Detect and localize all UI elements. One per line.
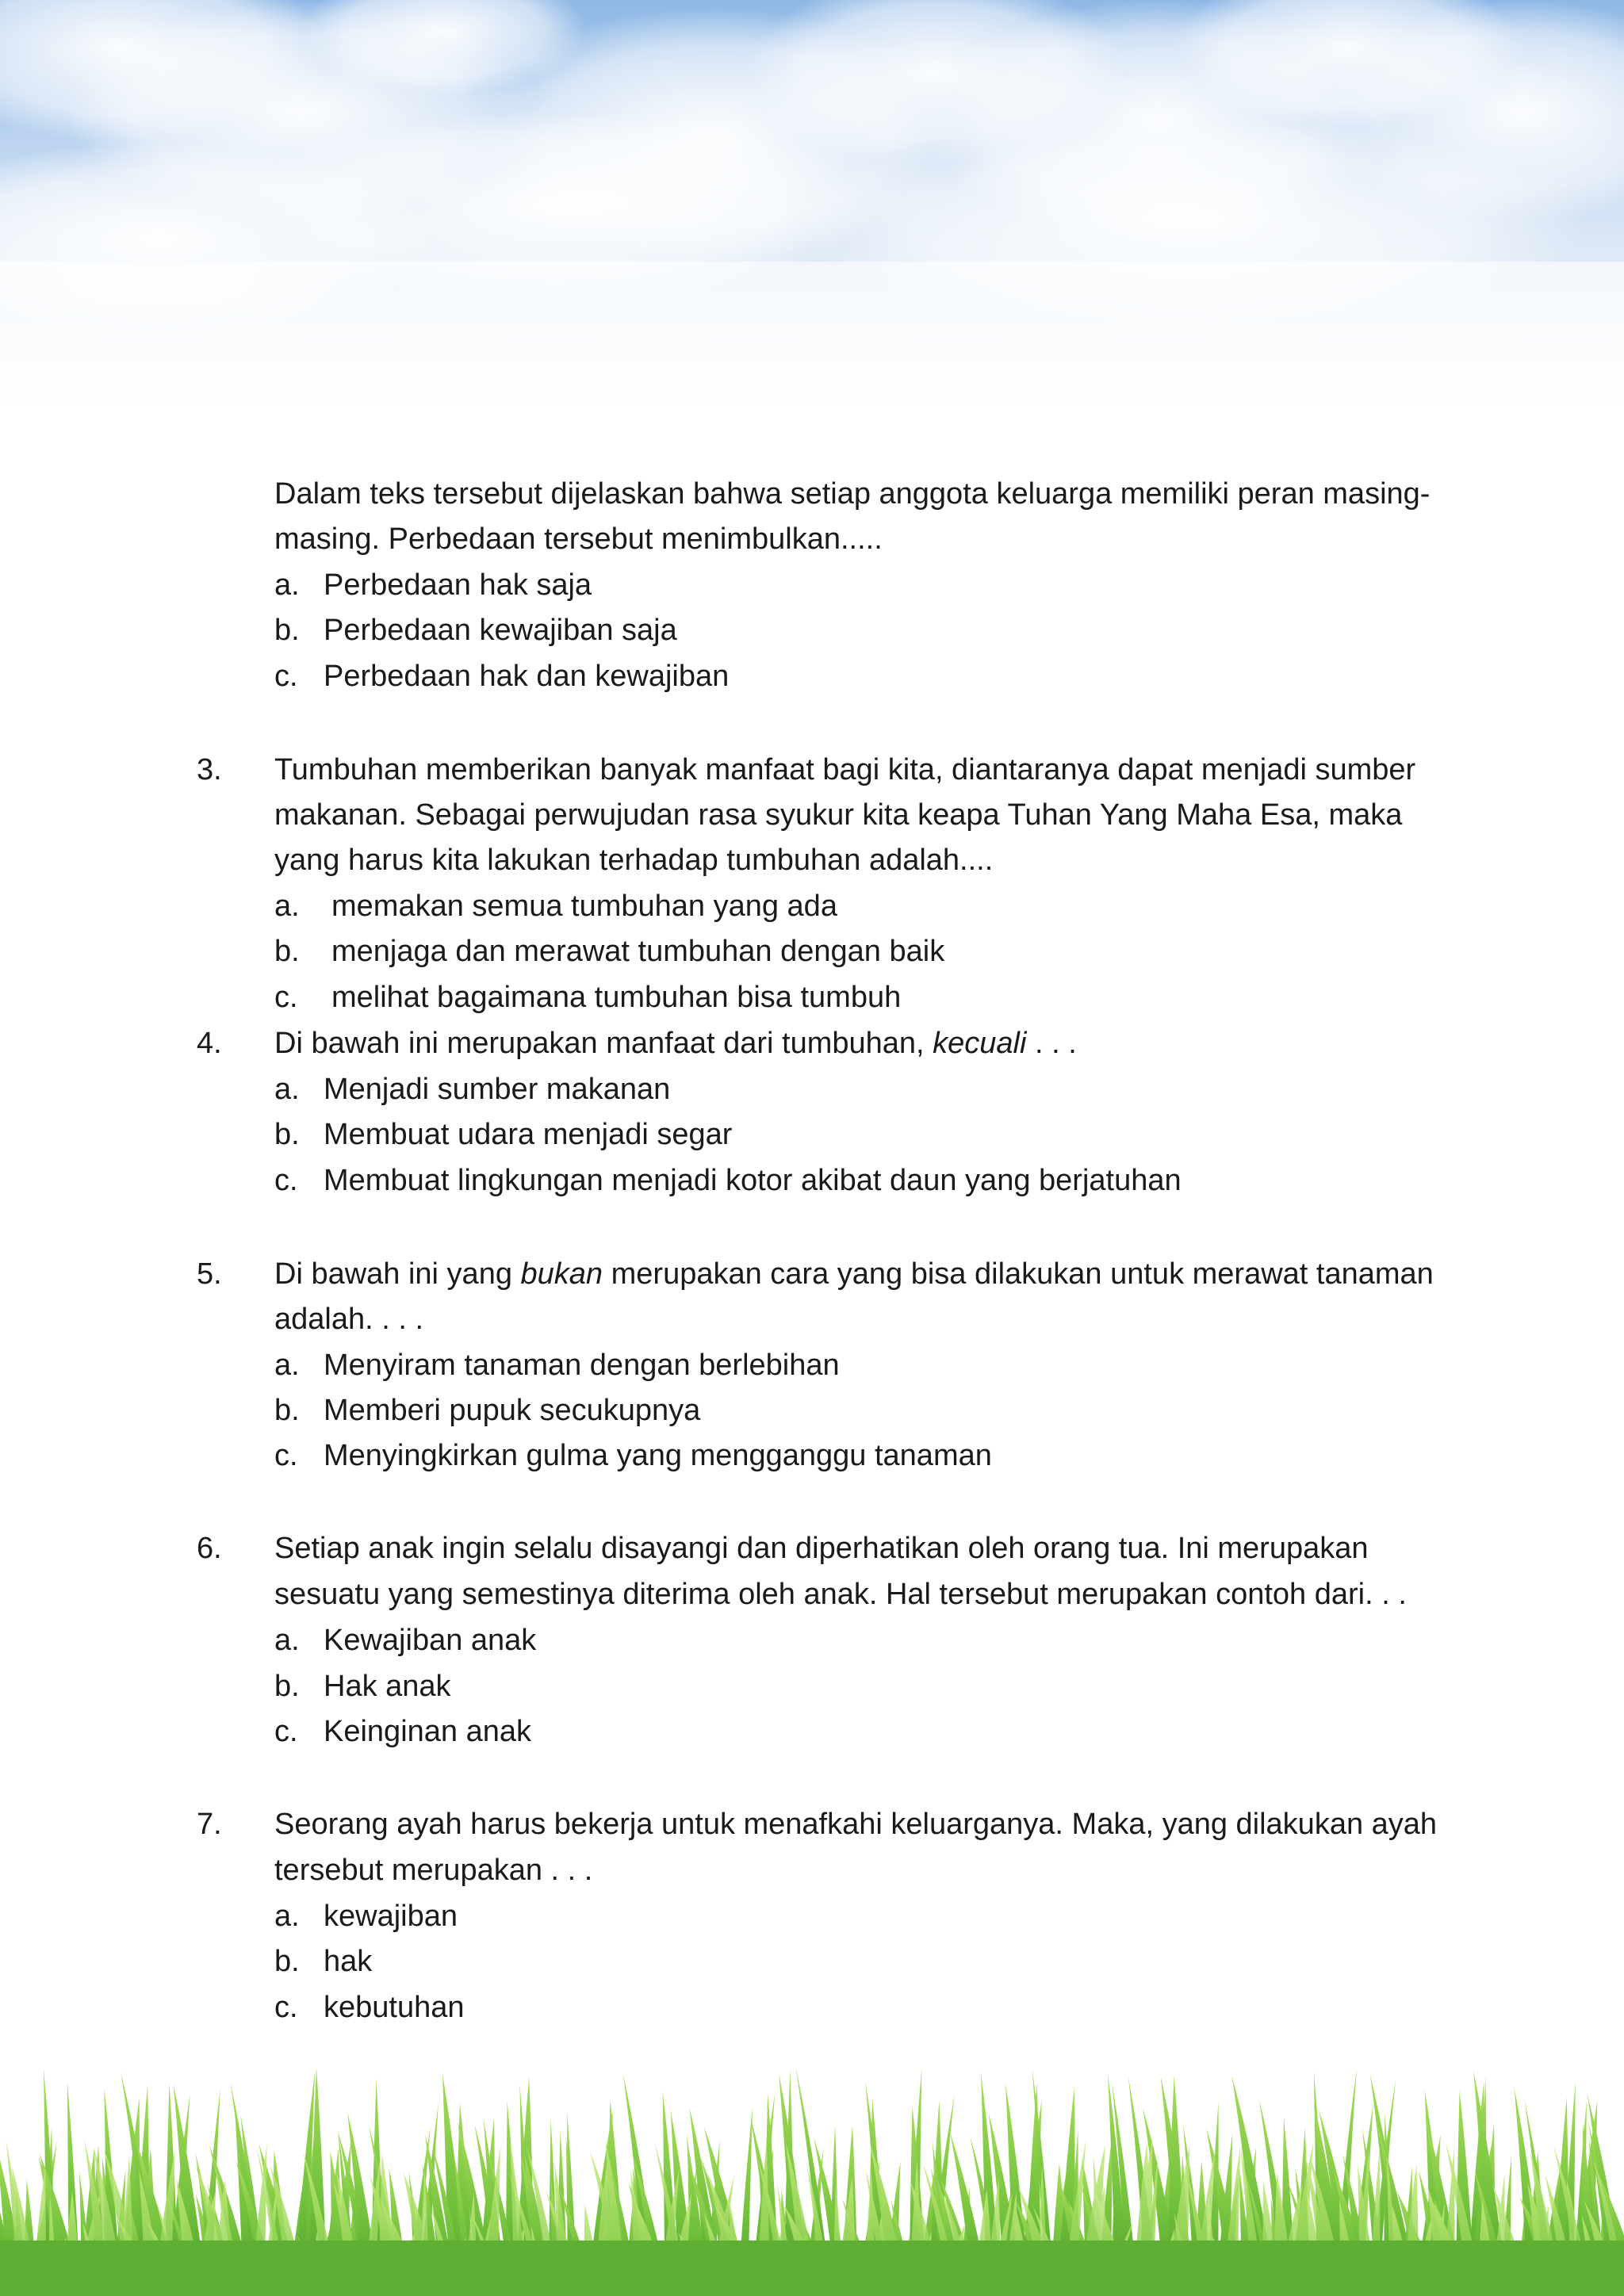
option-text: Menyiram tanaman dengan berlebihan (324, 1349, 840, 1382)
option-text: hak (324, 1945, 373, 1978)
option-text: Kewajiban anak (324, 1624, 537, 1657)
option-letter: a. (274, 1073, 300, 1106)
option-text: Membuat lingkungan menjadi kotor akibat daun yang berjatuhan (324, 1164, 1182, 1197)
option-letter: a. (274, 1900, 300, 1933)
intro-line-1: Dalam teks tersebut dijelaskan bahwa setiap anggota keluarga memiliki peran masing- (274, 477, 1431, 511)
question-5-line-2: adalah. . . . (274, 1303, 424, 1336)
option-letter: a. (274, 568, 300, 602)
option-text: memakan semua tumbuhan yang ada (331, 890, 837, 923)
option-text: Perbedaan hak dan kewajiban (324, 660, 730, 693)
option-text: Membuat udara menjadi segar (324, 1118, 733, 1151)
emphasis-kecuali: kecuali (933, 1027, 1027, 1060)
question-6-line-1: Setiap anak ingin selalu disayangi dan diperhatikan oleh orang tua. Ini merupakan (274, 1532, 1369, 1565)
option-letter: b. (274, 935, 300, 968)
question-6-line-2: sesuatu yang semestinya diterima oleh anak. Hal tersebut merupakan contoh dari. . . (274, 1578, 1407, 1611)
option-letter: b. (274, 614, 300, 647)
question-number: 3. (197, 753, 222, 786)
option-text: Hak anak (324, 1670, 451, 1703)
emphasis-bukan: bukan (520, 1257, 603, 1291)
question-7-line-1: Seorang ayah harus bekerja untuk menafkahi keluarganya. Maka, yang dilakukan ayah (274, 1808, 1438, 1841)
question-5-line-1: Di bawah ini yang bukan merupakan cara yang bisa dilakukan untuk merawat tanaman (274, 1257, 1434, 1291)
option-letter: b. (274, 1118, 300, 1151)
option-letter: b. (274, 1670, 300, 1703)
option-text: kewajiban (324, 1900, 458, 1933)
option-letter: b. (274, 1945, 300, 1978)
option-text: kebutuhan (324, 1991, 465, 2024)
question-3-line-3: yang harus kita lakukan terhadap tumbuhan adalah.... (274, 844, 994, 877)
option-text: menjaga dan merawat tumbuhan dengan baik (331, 935, 945, 968)
question-number: 5. (197, 1257, 222, 1291)
option-letter: a. (274, 1624, 300, 1657)
question-7-line-2: tersebut merupakan . . . (274, 1854, 593, 1887)
option-text: Keinginan anak (324, 1715, 531, 1748)
option-text: Memberi pupuk secukupnya (324, 1394, 701, 1427)
question-4-line: Di bawah ini merupakan manfaat dari tumbuhan, kecuali . . . (274, 1027, 1077, 1060)
option-letter: a. (274, 1349, 300, 1382)
option-letter: c. (274, 981, 298, 1014)
option-letter: b. (274, 1394, 300, 1427)
option-text: Menjadi sumber makanan (324, 1073, 671, 1106)
sky-background (0, 0, 1624, 412)
question-3-line-1: Tumbuhan memberikan banyak manfaat bagi kita, diantaranya dapat menjadi sumber (274, 753, 1416, 786)
intro-line-2: masing. Perbedaan tersebut menimbulkan..... (274, 522, 883, 556)
option-text: Perbedaan hak saja (324, 568, 592, 602)
option-text: Perbedaan kewajiban saja (324, 614, 677, 647)
option-letter: c. (274, 1715, 298, 1748)
question-3-line-2: makanan. Sebagai perwujudan rasa syukur kita keapa Tuhan Yang Maha Esa, maka (274, 798, 1403, 832)
option-letter: c. (274, 660, 298, 693)
option-letter: c. (274, 1164, 298, 1197)
option-text: melihat bagaimana tumbuhan bisa tumbuh (331, 981, 902, 1014)
option-text: Menyingkirkan gulma yang mengganggu tanaman (324, 1439, 992, 1472)
question-number: 4. (197, 1027, 222, 1060)
question-number: 6. (197, 1532, 222, 1565)
grass-footer (0, 2058, 1624, 2296)
option-letter: a. (274, 890, 300, 923)
option-letter: c. (274, 1439, 298, 1472)
option-letter: c. (274, 1991, 298, 2024)
question-number: 7. (197, 1808, 222, 1841)
